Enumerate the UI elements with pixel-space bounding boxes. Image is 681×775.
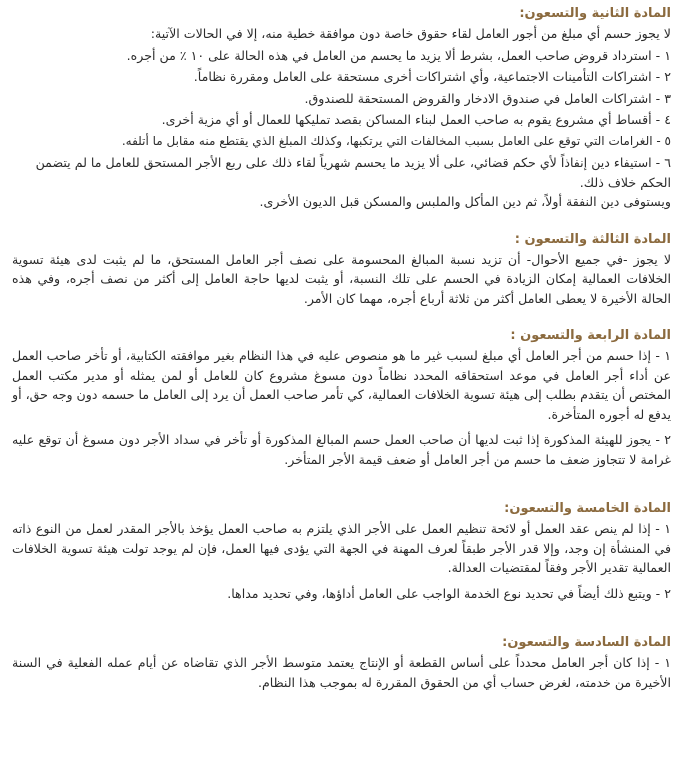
article-heading: المادة السادسة والتسعون: bbox=[502, 635, 671, 650]
article-body: لا يجوز -في جميع الأحوال- أن تزيد نسبة المبالغ المحسومة على نصف أجر العامل المستحق، ما لم يثبت لدى هيئة تسوية الخلافات العمالية إمكان الزيادة في الحسم على تلك النسبة، أو يثبت لديها حاجة العامل إلى أكثر من نصف أجره، وفي هذه الحالة الأخيرة لا يعطى العامل أكثر من ثلاثة أرباع أجره، مهما كان الأمر. bbox=[12, 251, 671, 306]
list-item: ١ - استرداد قروض صاحب العمل، بشرط ألا يزيد ما يحسم من العامل في هذه الحالة على ١٠ ٪ من أجره. bbox=[126, 47, 671, 63]
article-94 bbox=[12, 326, 671, 469]
list-item: ٢ - اشتراكات التأمينات الاجتماعية، وأي اشتراكات أخرى مستحقة على العامل ومقررة نظاماً. bbox=[193, 69, 671, 84]
article-92 bbox=[12, 4, 671, 212]
list-item: ٥ - الغرامات التي توقع على العامل بسبب المخالفات التي يرتكبها، وكذلك المبلغ الذي يقتطع منه مقابل ما أتلفه. bbox=[121, 133, 671, 148]
article-95 bbox=[12, 499, 671, 603]
list-item: ١ - إذا حسم من أجر العامل أي مبلغ لسبب غير ما هو منصوص عليه في هذا النظام بغير موافقته الكتابية، أو تأخر صاحب العمل عن أداء أجر العامل في موعد استحقاقه المحدد نظاماً دون مسوغ مشروع كان للعامل أو لمن يمثله أو مدير مكتب العمل المختص أن يتقدم بطلب إلى هيئة تسوية الخلافات العمالية، كي تأمر صاحب العمل أن يرد إلى العامل ما حسمه دون وجه حق، أو يدفع له أجوره المتأخرة. bbox=[12, 348, 671, 422]
list-item: ٣ - اشتراكات العامل في صندوق الادخار والقروض المستحقة للصندوق. bbox=[304, 90, 671, 106]
article-heading: المادة الثانية والتسعون: bbox=[519, 6, 671, 21]
article-heading: المادة الثالثة والتسعون : bbox=[514, 231, 671, 247]
article-93 bbox=[12, 230, 671, 309]
list-item: ١ - إذا لم ينص عقد العمل أو لائحة تنظيم العمل على الأجر الذي يلتزم به صاحب العمل يؤخذ بالأجر المقدر لعمل من النوع ذاته في المنشأة إن وجد، وإلا قدر الأجر طبقاً لعرف المهنة في الجهة التي يؤدى فيها العمل، فإن لم يوجد تولت هيئة تسوية الخلافات العمالية تقدير الأجر وفقاً لمقتضيات العدالة. bbox=[12, 521, 671, 575]
list-item: ٦ - استيفاء دين إنفاذاً لأي حكم قضائي، على ألا يزيد ما يحسم شهرياً لقاء ذلك على ربع الأجر المستحق للعامل ما لم يتضمن الحكم خلاف ذلك. bbox=[35, 155, 671, 190]
article-heading: المادة الرابعة والتسعون : bbox=[510, 328, 671, 343]
list-item: ١ - إذا كان أجر العامل محدداً على أساس القطعة أو الإنتاج يعتمد متوسط الأجر الذي تقاضاه عن أيام عمله الفعلية في السنة الأخيرة من خدمته، لغرض حساب أي من الحقوق المقررة له بموجب هذا النظام. bbox=[12, 655, 671, 690]
article-intro: لا يجوز حسم أي مبلغ من أجور العامل لقاء حقوق خاصة دون موافقة خطية منه، إلا في الحالات الآتية: bbox=[150, 26, 671, 41]
article-96 bbox=[12, 633, 671, 692]
list-item: ٢ - ويتبع ذلك أيضاً في تحديد نوع الخدمة الواجب على العامل أداؤها، وفي تحديد مداها. bbox=[227, 585, 671, 601]
list-item: ٢ - يجوز للهيئة المذكورة إذا ثبت لديها أن صاحب العمل حسم المبالغ المذكورة أو تأخر في سداد الأجر دون مسوغ أن توقع عليه غرامة لا تتجاوز ضعف ما حسم من أجر العامل أو ضعف قيمة الأجر المتأخر. bbox=[12, 432, 671, 467]
article-outro: ويستوفى دين النفقة أولاً، ثم دين المأكل والملبس والمسكن قبل الديون الأخرى. bbox=[259, 194, 671, 209]
list-item: ٤ - أقساط أي مشروع يقوم به صاحب العمل لبناء المساكن بقصد تمليكها للعمال أو أي مزية أخرى. bbox=[161, 112, 671, 127]
article-heading: المادة الخامسة والتسعون: bbox=[504, 501, 671, 516]
